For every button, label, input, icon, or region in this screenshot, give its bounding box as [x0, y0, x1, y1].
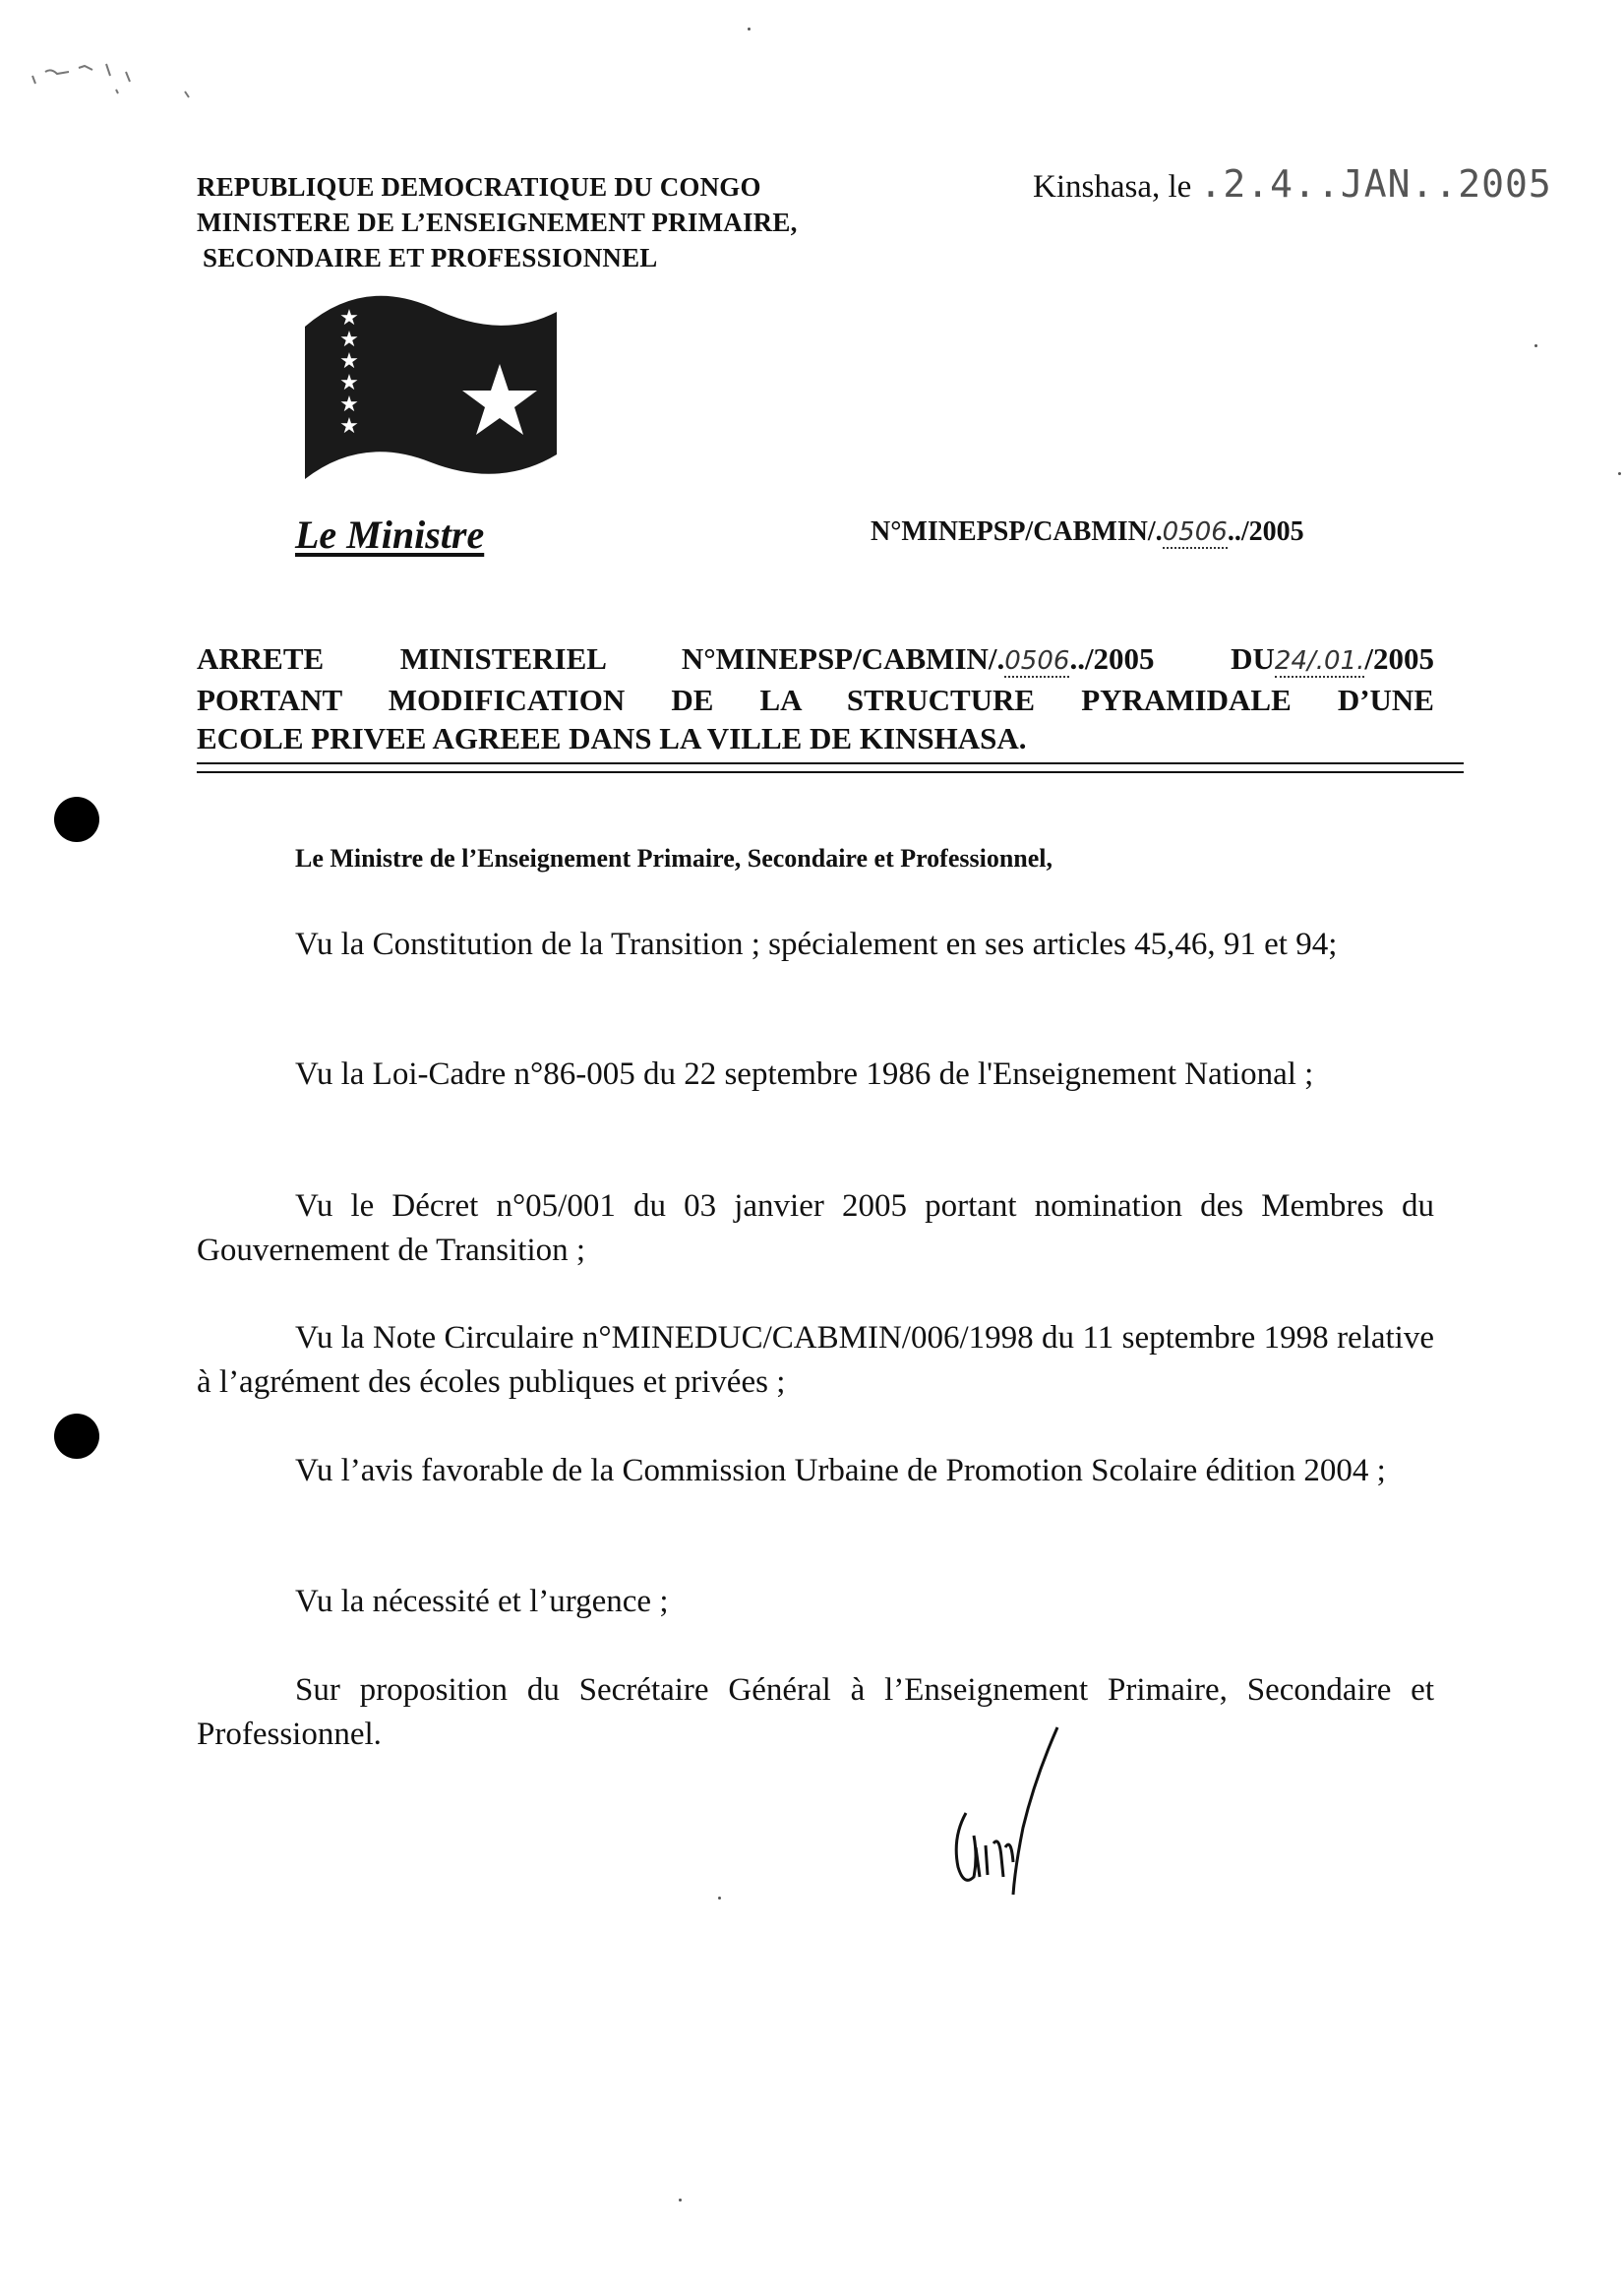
arrete-title — [197, 639, 1434, 757]
paragraph-necessite: Vu la nécessité et l’urgence ; — [295, 1584, 669, 1619]
flag-emblem — [303, 287, 561, 494]
svg-text:★: ★ — [339, 371, 359, 395]
scan-scribble — [28, 54, 205, 103]
paragraph-constitution: Vu la Constitution de la Transition ; spécialement en ses articles 45,46, 91 et 94; — [295, 927, 1338, 962]
arrete-mid: ../2005 DU — [1069, 641, 1275, 676]
reference-suffix: ../2005 — [1227, 516, 1304, 547]
svg-text:★: ★ — [339, 306, 359, 331]
svg-text:★: ★ — [339, 328, 359, 352]
scan-speck — [748, 28, 751, 30]
header-line-2: MINISTERE DE L’ENSEIGNEMENT PRIMAIRE, — [197, 208, 798, 237]
arrete-year: /2005 — [1364, 641, 1435, 676]
double-underline-divider — [197, 762, 1464, 773]
header-line-3: SECONDAIRE ET PROFESSIONNEL — [203, 243, 658, 272]
reference-number — [871, 516, 1304, 548]
paragraph-proposition: Sur proposition du Secrétaire Général à l’Enseignement Primaire, Secondaire et Professionnel. — [197, 1672, 1434, 1752]
scan-speck — [1534, 344, 1537, 347]
minister-title: Le Ministre — [295, 513, 485, 557]
svg-text:★: ★ — [339, 392, 359, 417]
handwritten-initials — [944, 1720, 1082, 1897]
scan-speck — [1618, 472, 1621, 475]
arrete-handwritten-number: 0506 — [1004, 646, 1070, 676]
punch-hole — [54, 1414, 99, 1459]
paragraph-avis-commission: Vu l’avis favorable de la Commission Urbaine de Promotion Scolaire édition 2004 ; — [295, 1453, 1386, 1488]
arrete-line-2: PORTANT MODIFICATION DE LA STRUCTURE PYRAMIDALE D’UNE — [197, 683, 1434, 717]
arrete-prefix: ARRETE MINISTERIEL N°MINEPSP/CABMIN/. — [197, 641, 1005, 676]
date-prefix: Kinshasa, le — [1033, 169, 1200, 205]
arrete-line-3: ECOLE PRIVEE AGREEE DANS LA VILLE DE KINSHASA. — [197, 721, 1027, 755]
punch-hole — [54, 797, 99, 842]
reference-prefix: N°MINEPSP/CABMIN/. — [871, 516, 1163, 547]
preamble-heading: Le Ministre de l’Enseignement Primaire, Secondaire et Professionnel, — [295, 844, 1053, 873]
arrete-handwritten-date: 24/.01. — [1274, 646, 1365, 676]
institution-header — [197, 169, 798, 275]
svg-text:★: ★ — [339, 414, 359, 439]
date-handwritten: .2.4..JAN..2005 — [1199, 162, 1552, 206]
small-stars — [339, 306, 359, 439]
header-line-1: REPUBLIQUE DEMOCRATIQUE DU CONGO — [197, 172, 761, 202]
paragraph-decret: Vu le Décret n°05/001 du 03 janvier 2005 portant nomination des Membres du Gouvernement de Transition ; — [197, 1188, 1434, 1268]
date-line — [1033, 162, 1552, 206]
paragraph-loi-cadre: Vu la Loi-Cadre n°86-005 du 22 septembre 1986 de l'Enseignement National ; — [295, 1056, 1314, 1092]
paragraph-note-circulaire: Vu la Note Circulaire n°MINEDUC/CABMIN/006/1998 du 11 septembre 1998 relative à l’agrément des écoles publiques et privées ; — [197, 1320, 1434, 1400]
reference-handwritten-number: 0506 — [1162, 517, 1228, 547]
scan-speck — [718, 1897, 721, 1900]
scan-speck — [679, 2199, 682, 2202]
arrete-line-1 — [197, 639, 1434, 681]
svg-text:★: ★ — [339, 349, 359, 374]
